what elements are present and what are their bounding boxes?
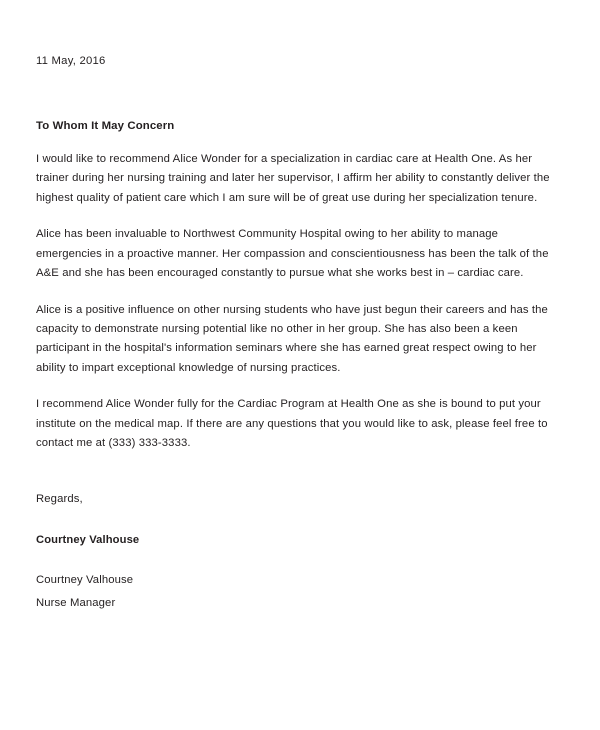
signature-block: Courtney Valhouse [36,533,140,546]
sender-name: Courtney Valhouse [36,574,134,587]
letter-paragraph-4: I recommend Alice Wonder fully for the Cardiac Program at Health One as she is bound to put your institute on the medical map. If there are any questions that you would like to ask, please feel free to contact me at (333) 333-3333. [36,398,548,450]
letter-paragraph-2: Alice has been invaluable to Northwest Community Hospital owing to her ability to manage emergencies in a proactive manner. Her compassion and conscientiousness has been the talk of the A&E and she has been encouraged constantly to pursue what she works best in – cardiac care. [36,228,549,280]
sender-title: Nurse Manager [36,596,116,609]
letter-paragraph-1: I would like to recommend Alice Wonder for a specialization in cardiac care at Health One. As her trainer during her nursing training and later her supervisor, I affirm her ability to constantly deliver the highest quality of patient care which I am sure will be of great use during her specialization tenure. [36,153,550,204]
letter-salutation: To Whom It May Concern [36,120,175,133]
letter-closing: Regards, [36,492,83,505]
letter-date: 11 May, 2016 [36,55,106,67]
recommendation-letter [36,52,560,613]
letter-paragraph-3: Alice is a positive influence on other nursing students who have just begun their careers and has the capacity to demonstrate nursing potential like no other in her group. She has also been a keen participant in the hospital's information seminars where she has earned great respect owing to her ability to impart exceptional knowledge of nursing practices. [36,303,548,374]
